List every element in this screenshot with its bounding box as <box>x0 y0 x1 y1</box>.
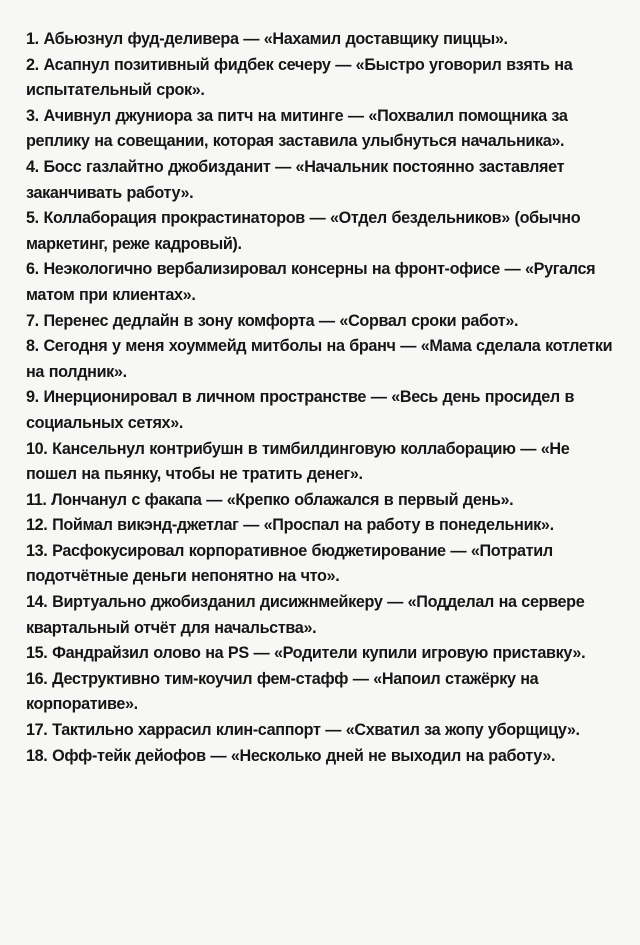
jargon-list <box>26 27 622 769</box>
list-item: 13. Расфокусировал корпоративное бюджетирование — «Потратил подотчётные деньги непонятно на что». <box>26 541 553 586</box>
list-item: 7. Перенес дедлайн в зону комфорта — «Сорвал сроки работ». <box>26 311 519 330</box>
list-item: 15. Фандрайзил олово на PS — «Родители купили игровую приставку». <box>26 644 586 663</box>
list-item: 8. Сегодня у меня хоуммейд митболы на бранч — «Мама сделала котлетки на полдник». <box>26 337 613 381</box>
list-item: 11. Лончанул с факапа — «Крепко облажался в первый день». <box>26 490 514 509</box>
list-item: 12. Поймал викэнд-джетлаг — «Проспал на работу в понедельник». <box>26 516 554 535</box>
list-item: 4. Босс газлайтно джобизданит — «Начальник постоянно заставляет заканчивать работу». <box>26 157 565 202</box>
list-item: 16. Деструктивно тим-коучил фем-стафф — «Напоил стажёрку на корпоративе». <box>26 669 539 714</box>
list-item: 18. Офф-тейк дейофов — «Несколько дней не выходил на работу». <box>26 746 556 765</box>
list-item: 3. Ачивнул джуниора за питч на митинге — «Похвалил помощника за реплику на совещании, которая заставила улыбнуться начальника». <box>26 106 568 151</box>
list-item: 17. Тактильно харрасил клин-саппорт — «Схватил за жопу уборщицу». <box>26 721 580 740</box>
list-item: 6. Неэкологично вербализировал консерны на фронт-офисе — «Ругался матом при клиентах». <box>26 260 596 304</box>
list-item: 9. Инерционировал в личном пространстве — «Весь день просидел в социальных сетях». <box>26 388 575 432</box>
list-item: 10. Кансельнул контрибушн в тимбилдинговую коллаборацию — «Не пошел на пьянку, чтобы не тратить денег». <box>26 439 570 484</box>
list-item: 5. Коллаборация прокрастинаторов — «Отдел бездельников» (обычно маркетинг, реже кадровый). <box>26 209 581 253</box>
list-item: 2. Асапнул позитивный фидбек сечеру — «Быстро уговорил взять на испытательный срок». <box>26 55 573 100</box>
list-item: 14. Виртуально джобизданил дисижнмейкеру — «Подделал на сервере квартальный отчёт для начальства». <box>26 593 585 637</box>
list-item: 1. Абьюзнул фуд-деливера — «Нахамил доставщику пиццы». <box>26 30 508 48</box>
